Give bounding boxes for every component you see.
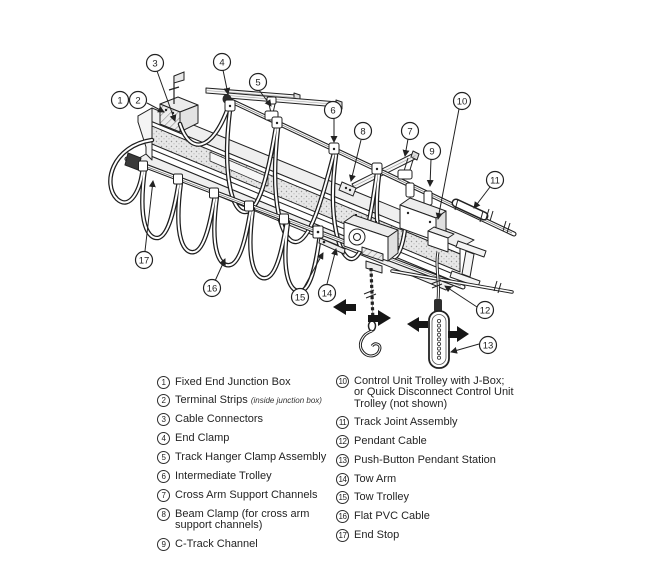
legend-label: Cross Arm Support Channels	[175, 488, 318, 501]
hoist-chain	[364, 268, 376, 322]
svg-text:6: 6	[330, 105, 336, 117]
legend-number-badge: 4	[157, 432, 170, 445]
svg-text:8: 8	[360, 126, 366, 138]
callout-14	[319, 285, 336, 302]
callout-1	[112, 92, 129, 109]
svg-text:12: 12	[479, 305, 491, 317]
legend-label: Control Unit Trolley with J-Box;	[354, 374, 505, 387]
svg-text:1: 1	[117, 95, 123, 107]
legend-item-4	[157, 432, 335, 446]
legend-item-9	[157, 537, 335, 551]
legend-label: Terminal Strips	[175, 394, 248, 407]
svg-text:14: 14	[321, 288, 333, 300]
svg-text:4: 4	[219, 57, 225, 69]
legend-item-7	[157, 488, 335, 502]
callout-16	[204, 280, 221, 297]
legend-label: Push-Button Pendant Station	[354, 453, 496, 466]
legend-item-15	[336, 491, 544, 505]
callout-3	[147, 55, 164, 72]
legend-number-badge: 17	[336, 529, 349, 542]
legend-column-right	[336, 374, 544, 548]
legend-label: Beam Clamp (for cross arm	[175, 507, 310, 520]
callout-2	[130, 92, 147, 109]
svg-text:9: 9	[429, 146, 435, 158]
legend-item-3	[157, 413, 335, 427]
legend-label: Flat PVC Cable	[354, 510, 430, 523]
legend-item-14	[336, 472, 544, 486]
callout-4	[214, 54, 231, 71]
legend-label: End Stop	[354, 529, 400, 542]
svg-text:15: 15	[294, 292, 306, 304]
pendant-buttons	[437, 319, 440, 359]
legend-item-10	[336, 374, 544, 410]
legend-label: Track Hanger Clamp Assembly	[175, 451, 327, 464]
legend-item-8	[157, 507, 335, 532]
callout-10	[454, 93, 471, 110]
callout-5	[250, 74, 267, 91]
legend-number-badge: 9	[157, 538, 170, 551]
legend-label: Trolley (not shown)	[354, 397, 448, 410]
svg-text:16: 16	[206, 283, 218, 295]
legend-label: support channels)	[175, 519, 263, 532]
callout-7	[402, 123, 419, 140]
svg-text:3: 3	[152, 58, 158, 70]
legend-label: C-Track Channel	[175, 537, 258, 550]
svg-text:7: 7	[407, 126, 413, 138]
legend-item-11	[336, 415, 544, 429]
legend-number-badge: 8	[157, 508, 170, 521]
legend-number-badge: 5	[157, 451, 170, 464]
legend-number-badge: 2	[157, 394, 170, 407]
callout-13	[480, 337, 497, 354]
legend-number-badge: 16	[336, 510, 349, 523]
legend-note: (inside junction box)	[250, 396, 322, 406]
legend-label: Tow Trolley	[354, 491, 410, 504]
legend-label: or Quick Disconnect Control Unit	[354, 386, 514, 398]
legend-item-2	[157, 394, 335, 408]
legend-label: End Clamp	[175, 432, 230, 445]
legend-number-badge: 6	[157, 470, 170, 483]
legend-number-badge: 12	[336, 435, 349, 448]
legend-item-6	[157, 469, 335, 483]
legend-item-1	[157, 375, 335, 389]
callout-11	[487, 172, 504, 189]
push-button-pendant-station	[429, 299, 449, 368]
svg-text:11: 11	[490, 175, 500, 187]
legend-label: Intermediate Trolley	[175, 469, 272, 482]
legend-number-badge: 3	[157, 413, 170, 426]
svg-text:2: 2	[135, 95, 141, 107]
legend-number-badge: 14	[336, 473, 349, 486]
legend-label: Track Joint Assembly	[354, 415, 458, 428]
callout-17	[136, 252, 153, 269]
legend-item-13	[336, 453, 544, 467]
legend-label: Cable Connectors	[175, 413, 264, 426]
callout-12	[477, 302, 494, 319]
legend-item-12	[336, 434, 544, 448]
svg-text:13: 13	[482, 340, 494, 352]
tow-trolley	[313, 226, 323, 238]
callout-9	[424, 143, 441, 160]
legend-number-badge: 7	[157, 489, 170, 502]
legend-number-badge: 10	[336, 375, 349, 388]
callout-6	[325, 102, 342, 119]
legend-label: Fixed End Junction Box	[175, 375, 291, 388]
callout-15	[292, 289, 309, 306]
legend-column-left	[157, 375, 335, 556]
travel-arrow-left	[333, 299, 356, 315]
legend-number-badge: 15	[336, 491, 349, 504]
legend-number-badge: 13	[336, 454, 349, 467]
pendant-arrow-left	[407, 317, 428, 332]
pendant-arrow-right	[448, 326, 469, 342]
svg-text:10: 10	[456, 96, 468, 108]
legend-number-badge: 11	[336, 416, 349, 429]
legend-item-17	[336, 529, 544, 543]
legend-item-5	[157, 451, 335, 465]
callout-8	[355, 123, 372, 140]
svg-text:17: 17	[138, 255, 150, 267]
legend-label: Tow Arm	[354, 472, 397, 485]
legend-item-16	[336, 510, 544, 524]
legend-number-badge: 1	[157, 376, 170, 389]
legend-label: Pendant Cable	[354, 434, 427, 447]
hook	[360, 321, 380, 356]
svg-text:5: 5	[255, 77, 261, 89]
